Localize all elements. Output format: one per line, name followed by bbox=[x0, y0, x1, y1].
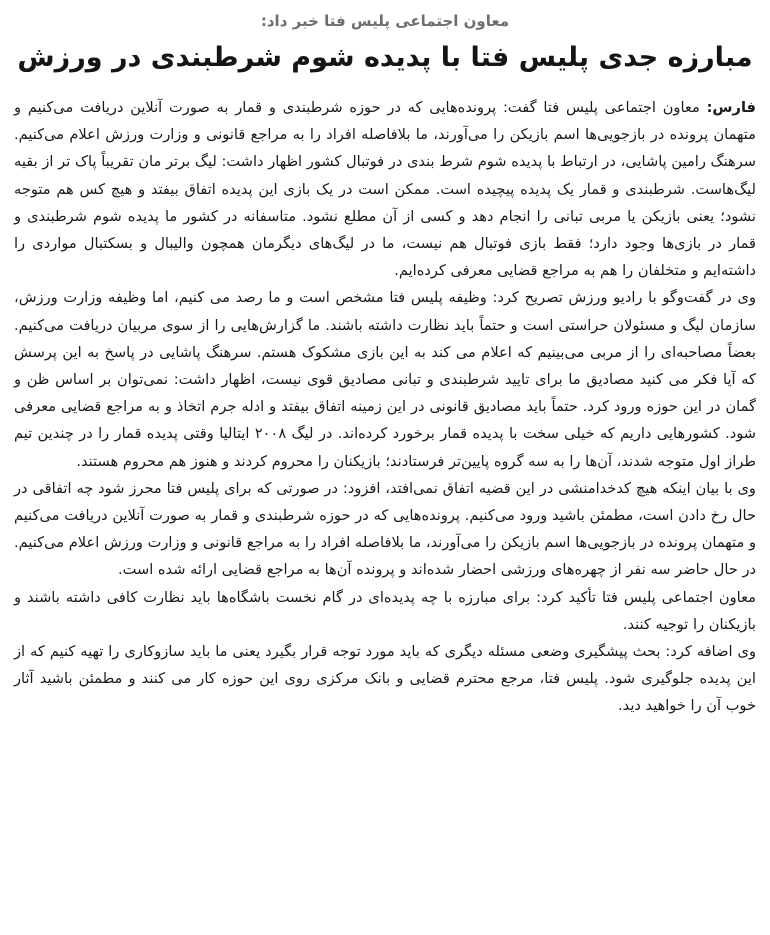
article-paragraph-2: وی در گفت‌وگو با رادیو ورزش تصریح کرد: وظیفه پلیس فتا مشخص است و ما رصد می کنیم، اما وظیفه وزارت ورزش، سازمان لیگ و مسئولان حراستی است و حتماً باید نظارت داشته باشند. ما گزارش‌هایی را از سوی مربیان دریافت می‌کنیم. بعضاً مصاحبه‌ای را از مربی می‌بینیم که اعلام می کند به این بازی مشکوک هستم. سرهنگ پاشایی در پاسخ به این پرسش که آیا فکر می کنید مصادیق ما برای تایید شرطبندی و تبانی مصادیق قوی نیست، اظهار داشت: نمی‌توان بر اساس ظن و گمان در این حوزه ورود کرد. حتماً باید مصادیق قانونی در این زمینه اتفاق بیفتد و ادله جرم اتخاذ و به مراجع قضایی معرفی شود. کشورهایی داریم که خیلی سخت با پدیده قمار برخورد کرده‌اند. در لیگ ۲۰۰۸ ایتالیا وقتی پدیده قمار را در چندین تیم طراز اول متوجه شدند، آن‌ها را به سه گروه پایین‌تر فرستادند؛ بازیکنان را محروم کردند و هنوز هم محروم هستند. bbox=[14, 289, 756, 470]
article-paragraph-1 bbox=[14, 94, 756, 284]
article-paragraph-4: معاون اجتماعی پلیس فتا تأکید کرد: برای مبارزه با چه پدیده‌ای در گام نخست باشگاه‌ها باید نظارت کافی داشته باشند و بازیکنان را توجیه کنند. bbox=[14, 588, 756, 633]
article-source-lead: فارس: bbox=[706, 99, 756, 116]
article-headline: مبارزه جدی پلیس فتا با پدیده شوم شرطبندی در ورزش bbox=[17, 42, 753, 73]
article-kicker: معاون اجتماعی پلیس فتا خبر داد: bbox=[260, 12, 510, 30]
article-paragraph-5: وی اضافه کرد: بحث پیشگیری وضعی مسئله دیگری که باید مورد توجه قرار بگیرد یعنی ما باید سازوکاری را تهیه کنیم که از این پدیده جلوگیری شود. پلیس فتا، مرجع محترم قضایی و بانک مرکزی روی این حوزه کار می کنند و مطمئن باشید آثار خوب آن را خواهید دید. bbox=[14, 643, 756, 715]
article-paragraph-3: وی با بیان اینکه هیچ کدخدامنشی در این قضیه اتفاق نمی‌افتد، افزود: در صورتی که برای پلیس فتا محرز شود چه اتفاقی در حال رخ دادن است، مطمئن باشید ورود می‌کنیم. پرونده‌هایی که در حوزه شرطبندی و قمار به صورت آنلاین دریافت می‌کنیم و متهمان پرونده در بازجویی‌ها اسم بازیکن را می‌آورند، ما بلافاصله افراد را به مراجع قانونی و وزارت ورزش اعلام می‌کنیم. در حال حاضر سه نفر از چهره‌های ورزشی احضار شده‌اند و پرونده آن‌ها به مراجع قضایی ارائه شده است. bbox=[14, 479, 756, 579]
article-body bbox=[14, 94, 756, 720]
article-paragraph-1-text: معاون اجتماعی پلیس فتا گفت: پرونده‌هایی که در حوزه شرطبندی و قمار به صورت آنلاین دریافت می‌کنیم و متهمان پرونده در بازجویی‌ها اسم بازیکن را می‌آورند، ما بلافاصله افراد را به مراجع قانونی و وزارت ورزش اعلام می‌کنیم. سرهنگ رامین پاشایی، در ارتباط با پدیده شوم شرط بندی در فوتبال کشور اظهار داشت: لیگ برتر مان تقریباً پاک تر از بقیه لیگ‌هاست. شرطبندی و قمار یک پدیده پیچیده است. ممکن است در یک بازی این پدیده اتفاق بیفتد و هیچ کس هم متوجه نشود؛ یعنی بازیکن یا مربی تبانی را انجام دهد و کسی از آن مطلع نشود. متاسفانه در کشور ما پدیده شوم شرطبندی و قمار در بازی‌ها وجود دارد؛ فقط بازی فوتبال هم نیست، ما در لیگ‌های دیگرمان همچون والیبال و بسکتبال مواردی را داشته‌ایم و متخلفان را هم به مراجع قضایی معرفی کرده‌ایم. bbox=[14, 99, 756, 280]
